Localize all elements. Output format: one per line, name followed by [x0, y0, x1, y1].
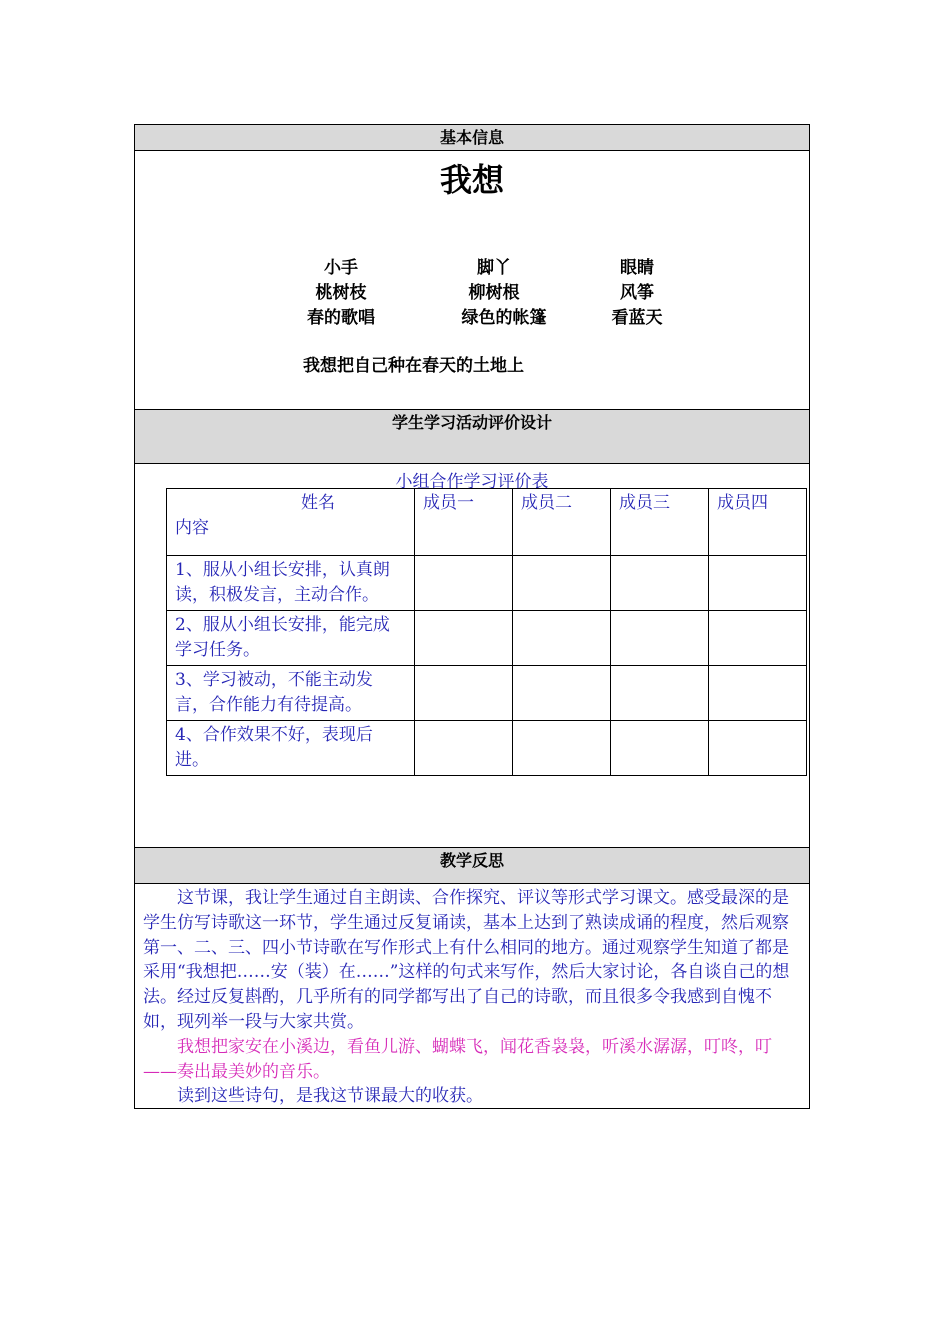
- reflection-student-poem: 我想把家安在小溪边，看鱼儿游、蝴蝶飞，闻花香袅袅，听溪水潺潺，叮咚，叮——奏出最美妙的音乐。: [143, 1036, 772, 1082]
- table-row: [167, 666, 807, 721]
- criterion-1: 1、服从小组长安排，认真朗读，积极发言，主动合作。: [167, 556, 415, 611]
- word-r1c1: 小手: [324, 258, 358, 278]
- score-cell: [709, 666, 807, 721]
- score-cell: [415, 611, 513, 666]
- criterion-4: 4、合作效果不好，表现后进。: [167, 721, 415, 776]
- member-3-header: 成员三: [611, 489, 709, 556]
- criterion-2: 2、服从小组长安排，能完成学习任务。: [167, 611, 415, 666]
- member-4-header: 成员四: [709, 489, 807, 556]
- score-cell: [611, 666, 709, 721]
- member-2-header: 成员二: [513, 489, 611, 556]
- word-r1c3: 眼睛: [620, 258, 654, 278]
- reflection-body: [143, 886, 803, 1109]
- word-r3c2: 绿色的帐篷: [461, 308, 547, 328]
- evaluation-table-title: 小组合作学习评价表: [395, 472, 549, 492]
- word-r2c3: 风筝: [620, 283, 654, 303]
- reflection-header: 教学反思: [135, 848, 809, 884]
- lesson-title: 我想: [439, 161, 504, 199]
- word-r2c1: 桃树枝: [315, 283, 367, 303]
- score-cell: [709, 611, 807, 666]
- score-cell: [513, 666, 611, 721]
- reflection-paragraph-1: 这节课，我让学生通过自主朗读、合作探究、评议等形式学习课文。感受最深的是学生仿写诗歌这一环节，学生通过反复诵读，基本上达到了熟读成诵的程度，然后观察第一、二、三、四小节诗歌在写作形式上有什么相同的地方。通过观察学生知道了都是采用“我想把……安（装）在……”这样的句式来写作，然后大家讨论，各自谈自己的想法。经过反复斟酌，几乎所有的同学都写出了自己的诗歌，而且很多令我感到自愧不如，现列举一段与大家共赏。: [143, 888, 790, 1032]
- header-content-label: 内容: [175, 518, 209, 538]
- evaluation-header-row: [167, 489, 807, 556]
- score-cell: [611, 721, 709, 776]
- score-cell: [611, 556, 709, 611]
- lesson-plan-table: [134, 124, 810, 1109]
- score-cell: [709, 721, 807, 776]
- reflection-paragraph-3: 读到这些诗句，是我这节课最大的收获。: [177, 1086, 483, 1107]
- score-cell: [415, 556, 513, 611]
- score-cell: [415, 721, 513, 776]
- table-row: [167, 556, 807, 611]
- header-name-label: 姓名: [301, 493, 335, 513]
- word-r2c2: 柳树根: [468, 283, 520, 303]
- word-r3c1: 春的歌唱: [307, 308, 375, 328]
- word-r3c3: 看蓝天: [611, 308, 663, 328]
- criterion-3: 3、学习被动，不能主动发言，合作能力有待提高。: [167, 666, 415, 721]
- header-diagonal-cell: [167, 489, 415, 556]
- basic-info-header: 基本信息: [135, 125, 809, 151]
- word-r1c2: 脚丫: [477, 258, 511, 278]
- score-cell: [513, 611, 611, 666]
- score-cell: [415, 666, 513, 721]
- score-cell: [611, 611, 709, 666]
- score-cell: [513, 721, 611, 776]
- poem-line: 我想把自己种在春天的土地上: [303, 356, 524, 376]
- member-1-header: 成员一: [415, 489, 513, 556]
- score-cell: [709, 556, 807, 611]
- table-row: [167, 721, 807, 776]
- table-row: [167, 611, 807, 666]
- evaluation-table: [166, 488, 807, 776]
- score-cell: [513, 556, 611, 611]
- activity-design-header: 学生学习活动评价设计: [135, 410, 809, 464]
